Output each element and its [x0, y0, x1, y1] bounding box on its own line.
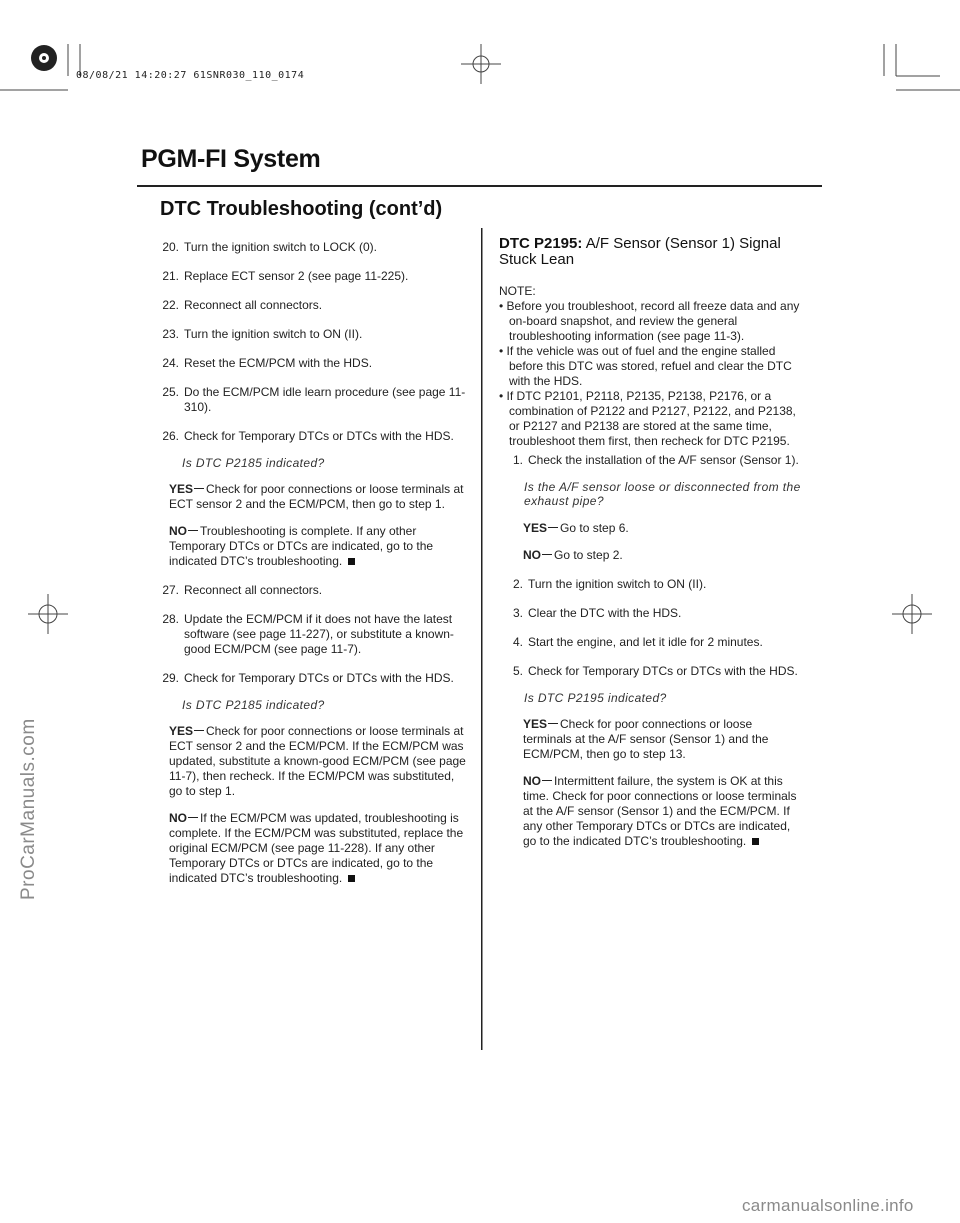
step-item [155, 612, 467, 657]
step-item [155, 298, 467, 313]
no-text: Intermittent failure, the system is OK at this time. Check for poor connections or loose terminals at the A/F sensor (Sensor 1) and the ECM/PCM. If any other Temporary DTCs or DTCs are indicated, go to the indicated DTC’s troubleshooting. [523, 774, 797, 848]
yes-label: YES [523, 717, 548, 731]
crop-marks-top-right [884, 44, 960, 90]
yes-text: Check for poor connections or loose terminals at ECT sensor 2 and the ECM/PCM, then go to step 1. [169, 482, 464, 511]
note-text: If the vehicle was out of fuel and the engine stalled before this DTC was stored, refuel and clear the DTC with the HDS. [506, 344, 792, 388]
crosshair-top-center [461, 44, 501, 84]
no-text: Go to step 2. [554, 548, 623, 562]
yes-branch-1 [523, 521, 804, 536]
bullet-icon: • [499, 344, 507, 358]
step-text: Check for Temporary DTCs or DTCs with the HDS. [184, 671, 454, 685]
end-square-icon [752, 838, 759, 845]
yes-branch-5 [523, 717, 804, 762]
step-number: 23. [162, 327, 179, 341]
step-number: 22. [162, 298, 179, 312]
yes-label: YES [523, 521, 548, 535]
step-text: Reconnect all connectors. [184, 298, 323, 312]
end-square-icon [348, 875, 355, 882]
no-branch-a [169, 524, 467, 569]
step-text: Clear the DTC with the HDS. [528, 606, 682, 620]
no-label: NO [523, 548, 541, 562]
step-item [155, 385, 467, 415]
bullet-icon: • [499, 389, 507, 403]
step-text: Check for Temporary DTCs or DTCs with the HDS. [528, 664, 798, 678]
no-label: NO [169, 524, 187, 538]
dash-icon [194, 488, 204, 489]
step-item [155, 269, 467, 284]
no-label: NO [523, 774, 541, 788]
step-text: Turn the ignition switch to LOCK (0). [184, 240, 377, 254]
step-number: 4. [512, 635, 523, 649]
step-text: Reconnect all connectors. [184, 583, 323, 597]
registration-target-top-left [31, 45, 57, 71]
step-number: 29. [162, 671, 179, 685]
yes-branch-b [169, 724, 467, 799]
no-branch-b [169, 811, 467, 886]
note-item [499, 299, 804, 344]
right-column [499, 284, 804, 849]
step-number: 5. [512, 664, 523, 678]
note-label: NOTE: [499, 284, 536, 298]
step-item [155, 671, 467, 686]
dash-icon [542, 554, 552, 555]
page-title: PGM-FI System [141, 145, 321, 173]
step-number: 3. [512, 606, 523, 620]
step-number: 26. [162, 429, 179, 443]
yes-label: YES [169, 724, 194, 738]
step-number: 2. [512, 577, 523, 591]
step-text: Reset the ECM/PCM with the HDS. [184, 356, 373, 370]
step-text: Check for Temporary DTCs or DTCs with the HDS. [184, 429, 454, 443]
note-item [499, 344, 804, 389]
step-text: Turn the ignition switch to ON (II). [528, 577, 707, 591]
question-a: Is DTC P2185 indicated? [182, 456, 325, 470]
column-divider [481, 228, 483, 1050]
crosshair-mid-right [892, 594, 932, 634]
notes-list [499, 299, 804, 449]
note-item [499, 389, 804, 449]
step-number: 27. [162, 583, 179, 597]
question-5: Is DTC P2195 indicated? [524, 691, 667, 705]
step-number: 28. [162, 612, 179, 626]
print-stamp: 08/08/21 14:20:27 61SNR030_110_0174 [76, 70, 305, 81]
question-b: Is DTC P2185 indicated? [182, 698, 325, 712]
no-label: NO [169, 811, 187, 825]
section-title: DTC Troubleshooting (cont’d) [160, 198, 443, 220]
step-text: Update the ECM/PCM if it does not have the latest software (see page 11-227), or substitute a known-good ECM/PCM (see page 11-7). [184, 612, 454, 656]
step-item [499, 664, 804, 679]
step-text: Replace ECT sensor 2 (see page 11-225). [184, 269, 409, 283]
dtc-title: A/F Sensor (Sensor 1) Signal Stuck Lean [499, 235, 781, 268]
dash-icon [194, 730, 204, 731]
crosshair-mid-left [28, 594, 68, 634]
dash-icon [188, 530, 198, 531]
no-branch-1 [523, 548, 804, 563]
step-item [155, 327, 467, 342]
no-text: If the ECM/PCM was updated, troubleshooting is complete. If the ECM/PCM was substituted, replace the original ECM/PCM (see page 11-228). If any other Temporary DTCs or DTCs are indicated, go to the indicated DTC’s troubleshooting. [169, 811, 464, 885]
dtc-code: DTC P2195: [499, 235, 583, 252]
note-text: If DTC P2101, P2118, P2135, P2138, P2176, or a combination of P2122 and P2127, P2122, and P2138, or P2127 and P2138 are stored at the same time, troubleshoot them first, then recheck for DTC P2195. [506, 389, 796, 448]
question-1: Is the A/F sensor loose or disconnected from the exhaust pipe? [524, 480, 801, 508]
step-number: 1. [512, 453, 523, 467]
no-branch-5 [523, 774, 804, 849]
yes-branch-a [169, 482, 467, 512]
yes-text: Go to step 6. [560, 521, 629, 535]
step-item [499, 577, 804, 592]
bottom-watermark: carmanualsonline.info [742, 1196, 914, 1215]
left-column [155, 240, 467, 886]
step-item [155, 583, 467, 598]
steps-block-c [499, 577, 804, 679]
note-text: Before you troubleshoot, record all freeze data and any on-board snapshot, and review the general troubleshooting information (see page 11-3). [506, 299, 800, 343]
step-item [155, 429, 467, 444]
step-text: Do the ECM/PCM idle learn procedure (see page 11-310). [184, 385, 466, 414]
steps-block-a [155, 240, 467, 444]
yes-text: Check for poor connections or loose terminals at ECT sensor 2 and the ECM/PCM. If the ECM/PCM was updated, substitute a known-good ECM/PCM (see page 11-7), then recheck. If the ECM/PCM was substituted, go to step 1. [169, 724, 466, 798]
step-number: 21. [162, 269, 179, 283]
step-number: 20. [162, 240, 179, 254]
step-text: Check the installation of the A/F sensor (Sensor 1). [528, 453, 799, 467]
step-text: Start the engine, and let it idle for 2 minutes. [528, 635, 763, 649]
step-item [155, 240, 467, 255]
side-watermark: ProCarManuals.com [18, 718, 39, 900]
step-item [499, 635, 804, 650]
dash-icon [188, 817, 198, 818]
steps-block-b [155, 583, 467, 686]
step-number: 24. [162, 356, 179, 370]
dash-icon [542, 780, 552, 781]
dash-icon [548, 527, 558, 528]
header-rule [137, 185, 822, 187]
end-square-icon [348, 558, 355, 565]
step-item [155, 356, 467, 371]
yes-text: Check for poor connections or loose terminals at the A/F sensor (Sensor 1) and the ECM/PCM, then go to step 13. [523, 717, 769, 761]
dtc-heading [499, 236, 799, 268]
bullet-icon: • [499, 299, 507, 313]
dash-icon [548, 723, 558, 724]
yes-label: YES [169, 482, 194, 496]
step-item [499, 606, 804, 621]
no-text: Troubleshooting is complete. If any other Temporary DTCs or DTCs are indicated, go to the indicated DTC’s troubleshooting. [169, 524, 434, 568]
step-number: 25. [162, 385, 179, 399]
step-text: Turn the ignition switch to ON (II). [184, 327, 363, 341]
step-1 [499, 453, 804, 468]
